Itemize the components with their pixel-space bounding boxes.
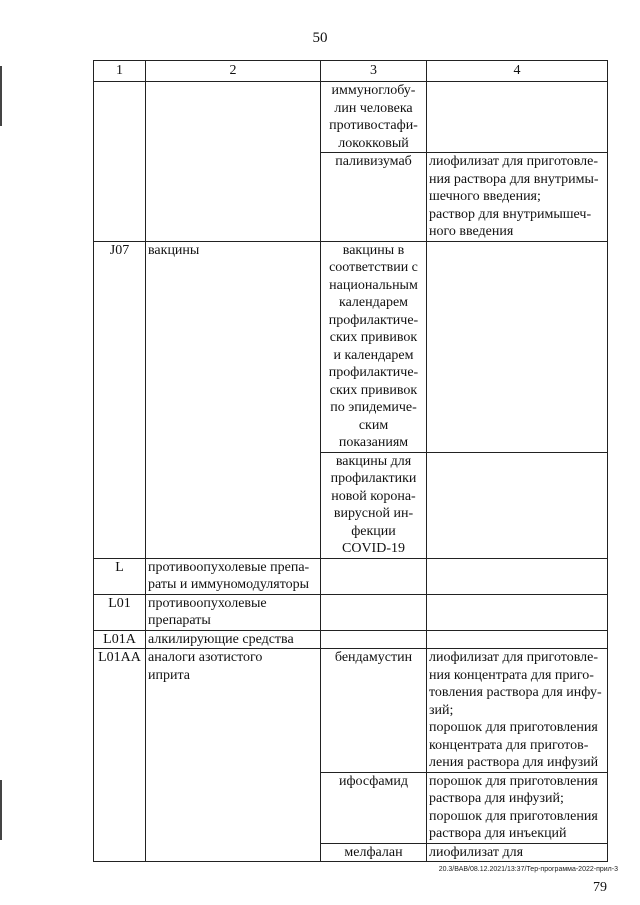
group-name-cell: противоопухолевые препараты (146, 594, 321, 630)
header-col-3: 3 (321, 61, 427, 82)
drug-name-cell: мелфалан (321, 843, 427, 862)
drug-name-cell: вакцины для профилактики новой корона- вирусной ин- фекции COVID-19 (321, 452, 427, 558)
footer-document-code: 20.3/ВАВ/08.12.2021/13:37/Тер-программа-2022-прил-3 (438, 866, 618, 873)
table-row (94, 558, 608, 594)
drug-table (93, 60, 608, 862)
dosage-form-cell: порошок для приготовления раствора для инфузий; порошок для приготовления раствора для инъекций (427, 772, 608, 843)
drug-name-cell: вакцины в соответствии с национальным календарем профилактиче- ских прививок и календарем профилактиче- ских прививок по эпидемиче- ским показаниям (321, 241, 427, 452)
atc-code-cell: L01A (94, 630, 146, 649)
dosage-form-cell: лиофилизат для приготовле- ния раствора для внутримы- шечного введения; раствор для внутримышеч- ного введения (427, 153, 608, 242)
group-name-cell: противоопухолевые препа- раты и иммуномодуляторы (146, 558, 321, 594)
footer-page-number: 79 (593, 880, 607, 895)
atc-code-cell: L01AA (94, 649, 146, 862)
group-name-cell: аналоги азотистого иприта (146, 649, 321, 862)
table-header-row (94, 61, 608, 82)
margin-mark-top (0, 66, 2, 126)
table-row (94, 241, 608, 452)
dosage-form-cell (427, 630, 608, 649)
table-row (94, 82, 608, 153)
dosage-form-cell (427, 241, 608, 452)
header-col-4: 4 (427, 61, 608, 82)
drug-name-cell: паливизумаб (321, 153, 427, 242)
drug-name-cell (321, 630, 427, 649)
header-col-1: 1 (94, 61, 146, 82)
table-row (94, 594, 608, 630)
atc-code-cell: L (94, 558, 146, 594)
drug-name-cell: иммуноглобу- лин человека противостафи- лококковый (321, 82, 427, 153)
atc-code-cell: J07 (94, 241, 146, 558)
table-row (94, 630, 608, 649)
drug-name-cell: ифосфамид (321, 772, 427, 843)
group-name-cell: вакцины (146, 241, 321, 558)
drug-name-cell (321, 558, 427, 594)
atc-code-cell (94, 82, 146, 242)
dosage-form-cell (427, 594, 608, 630)
dosage-form-cell (427, 452, 608, 558)
margin-mark-bottom (0, 780, 2, 840)
group-name-cell (146, 82, 321, 242)
dosage-form-cell (427, 82, 608, 153)
dosage-form-cell: лиофилизат для (427, 843, 608, 862)
table-row (94, 649, 608, 773)
drug-name-cell: бендамустин (321, 649, 427, 773)
atc-code-cell: L01 (94, 594, 146, 630)
dosage-form-cell (427, 558, 608, 594)
page-number-top: 50 (312, 30, 328, 46)
group-name-cell: алкилирующие средства (146, 630, 321, 649)
dosage-form-cell: лиофилизат для приготовле- ния концентрата для приго- товления раствора для инфу- зий; порошок для приготовления концентрата для приготов- ления раствора для инфузий (427, 649, 608, 773)
header-col-2: 2 (146, 61, 321, 82)
drug-name-cell (321, 594, 427, 630)
